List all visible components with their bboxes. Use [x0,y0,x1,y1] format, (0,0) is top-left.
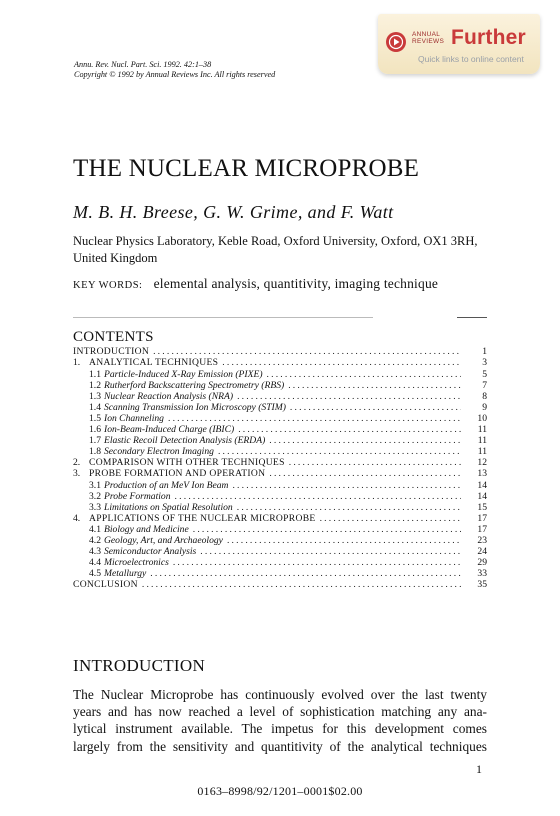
toc-entry[interactable] [73,480,487,491]
toc-number: 1.1 [89,368,101,380]
toc-entry[interactable] [73,346,487,357]
toc-page: 1 [482,346,487,357]
toc-leader [173,557,461,568]
toc-entry[interactable] [73,513,487,524]
toc-number: 1.2 [89,379,101,391]
paragraph-line: The Nuclear Microprobe has continuously evolved over the last twenty [73,687,487,702]
toc-number: 1.8 [89,445,101,457]
toc-leader [288,380,461,391]
toc-leader [218,446,461,457]
divider-right [457,317,487,318]
toc-page: 14 [477,490,487,502]
toc-text: Production of an MeV Ion Beam [104,479,229,491]
toc-text: INTRODUCTION [73,346,150,357]
toc-number: 1.7 [89,434,101,446]
toc-leader [320,513,461,524]
toc-text: Semiconductor Analysis [104,545,197,557]
toc-page: 8 [482,390,487,402]
toc-number: 3.2 [89,490,101,502]
toc-leader [193,524,461,535]
keywords [73,276,438,292]
toc-page: 3 [482,357,487,369]
paragraph-line: lytical instrument available. The impetus for this development comes [73,721,487,737]
footer-code: 0163–8998/92/1201–0001$02.00 [197,784,363,798]
toc-text: Metallurgy [104,567,147,579]
toc-leader [269,435,461,446]
toc-number: 4.3 [89,545,101,557]
toc-text: ANALYTICAL TECHNIQUES [89,357,219,369]
toc-text: PROBE FORMATION AND OPERATION [89,468,266,480]
toc-number: 1.6 [89,423,101,435]
toc-entry[interactable] [73,524,487,535]
toc-leader [238,424,461,435]
toc-page: 17 [477,512,487,524]
toc-page: 13 [477,468,487,480]
toc-number: 1. [73,357,81,369]
paragraph-line: years and has now reached a level of sophistication matching any ana- [73,704,487,720]
toc-entry[interactable] [73,546,487,557]
toc-text: Microelectronics [104,556,169,568]
toc-text: Probe Formation [104,490,171,502]
introduction-heading: INTRODUCTION [73,656,206,675]
toc-entry[interactable] [73,357,487,368]
toc-leader [237,502,461,513]
toc-text: APPLICATIONS OF THE NUCLEAR MICROPROBE [89,512,316,524]
toc-page: 15 [477,501,487,513]
toc-number: 3.3 [89,501,101,513]
toc-text: Geology, Art, and Archaeology [104,534,223,546]
toc-entry[interactable] [73,502,487,513]
toc-text: Elastic Recoil Detection Analysis (ERDA) [104,434,266,446]
introduction-paragraph [73,686,487,755]
toc-text: Secondary Electron Imaging [104,445,214,457]
keywords-value: elemental analysis, quantitivity, imaging technique [153,276,439,291]
toc-leader [222,357,461,368]
copyright-line: Copyright © 1992 by Annual Reviews Inc. All rights reserved [74,70,276,79]
toc-text: Rutherford Backscattering Spectrometry (RBS) [104,379,285,391]
toc-number: 3. [73,468,81,480]
toc-text: CONCLUSION [73,578,138,590]
toc-number: 4.5 [89,567,101,579]
play-icon [385,31,407,53]
toc-entry[interactable] [73,369,487,380]
toc-number: 1.5 [89,412,101,424]
toc-page: 5 [482,368,487,380]
article-affiliation: Nuclear Physics Laboratory, Keble Road, Oxford University, Oxford, OX1 3RH, United Kingdom [73,234,478,265]
table-of-contents [73,346,487,590]
toc-leader [200,546,461,557]
toc-page: 24 [477,545,487,557]
article-title: THE NUCLEAR MICROPROBE [73,155,420,182]
toc-entry[interactable] [73,579,487,590]
further-label: Further [451,26,526,49]
toc-entry[interactable] [73,380,487,391]
toc-entry[interactable] [73,424,487,435]
toc-page: 9 [482,401,487,413]
toc-entry[interactable] [73,402,487,413]
toc-leader [237,391,461,402]
toc-text: Limitations on Spatial Resolution [104,501,233,513]
toc-leader [227,535,461,546]
toc-leader [267,369,461,380]
toc-leader [232,480,461,491]
toc-entry[interactable] [73,535,487,546]
page-number: 1 [476,762,482,776]
toc-text: Particle-Induced X-Ray Emission (PIXE) [104,368,263,380]
toc-entry[interactable] [73,446,487,457]
toc-leader [290,402,461,413]
toc-text: COMPARISON WITH OTHER TECHNIQUES [89,456,285,468]
journal-citation [74,60,275,80]
toc-text: Biology and Medicine [104,523,189,535]
toc-entry[interactable] [73,468,487,479]
toc-entry[interactable] [73,491,487,502]
toc-entry[interactable] [73,391,487,402]
toc-text: Nuclear Reaction Analysis (NRA) [104,390,234,402]
toc-number: 3.1 [89,479,101,491]
toc-page: 23 [477,534,487,546]
toc-number: 2. [73,456,81,468]
toc-leader [150,568,461,579]
toc-number: 4. [73,512,81,524]
toc-number: 4.1 [89,523,101,535]
toc-number: 4.4 [89,556,101,568]
toc-leader [142,579,461,590]
toc-entry[interactable] [73,568,487,579]
toc-page: 7 [482,379,487,391]
annual-reviews-label: ANNUAL REVIEWS [412,31,445,45]
toc-entry[interactable] [73,557,487,568]
article-authors: M. B. H. Breese, G. W. Grime, and F. Watt [73,202,394,222]
further-banner[interactable] [378,14,540,74]
toc-page: 29 [477,556,487,568]
divider-left [73,317,373,318]
citation-line: Annu. Rev. Nucl. Part. Sci. 1992. 42:1–38 [74,60,212,69]
toc-page: 11 [477,445,487,457]
toc-number: 1.4 [89,401,101,413]
toc-page: 10 [477,412,487,424]
toc-leader [175,491,461,502]
toc-number: 1.3 [89,390,101,402]
contents-heading: CONTENTS [73,329,154,345]
toc-page: 33 [477,567,487,579]
toc-text: Ion-Beam-Induced Charge (IBIC) [104,423,235,435]
toc-text: Scanning Transmission Ion Microscopy (STIM) [104,401,286,413]
toc-page: 12 [477,456,487,468]
toc-page: 17 [477,523,487,535]
toc-number: 4.2 [89,534,101,546]
toc-page: 14 [477,479,487,491]
toc-leader [168,413,461,424]
toc-leader [289,457,461,468]
keywords-label: KEY WORDS: [73,280,143,291]
toc-entry[interactable] [73,457,487,468]
paragraph-line: largely from the sensitivity and quantitivity of the analytical techniques [73,738,487,754]
toc-page: 11 [477,423,487,435]
toc-text: Ion Channeling [104,412,164,424]
toc-page: 11 [477,434,487,446]
toc-page: 35 [477,578,487,590]
toc-leader [153,346,461,357]
toc-leader [269,468,461,479]
quick-links-label: Quick links to online content [418,54,524,64]
toc-entry[interactable] [73,413,487,424]
toc-entry[interactable] [73,435,487,446]
